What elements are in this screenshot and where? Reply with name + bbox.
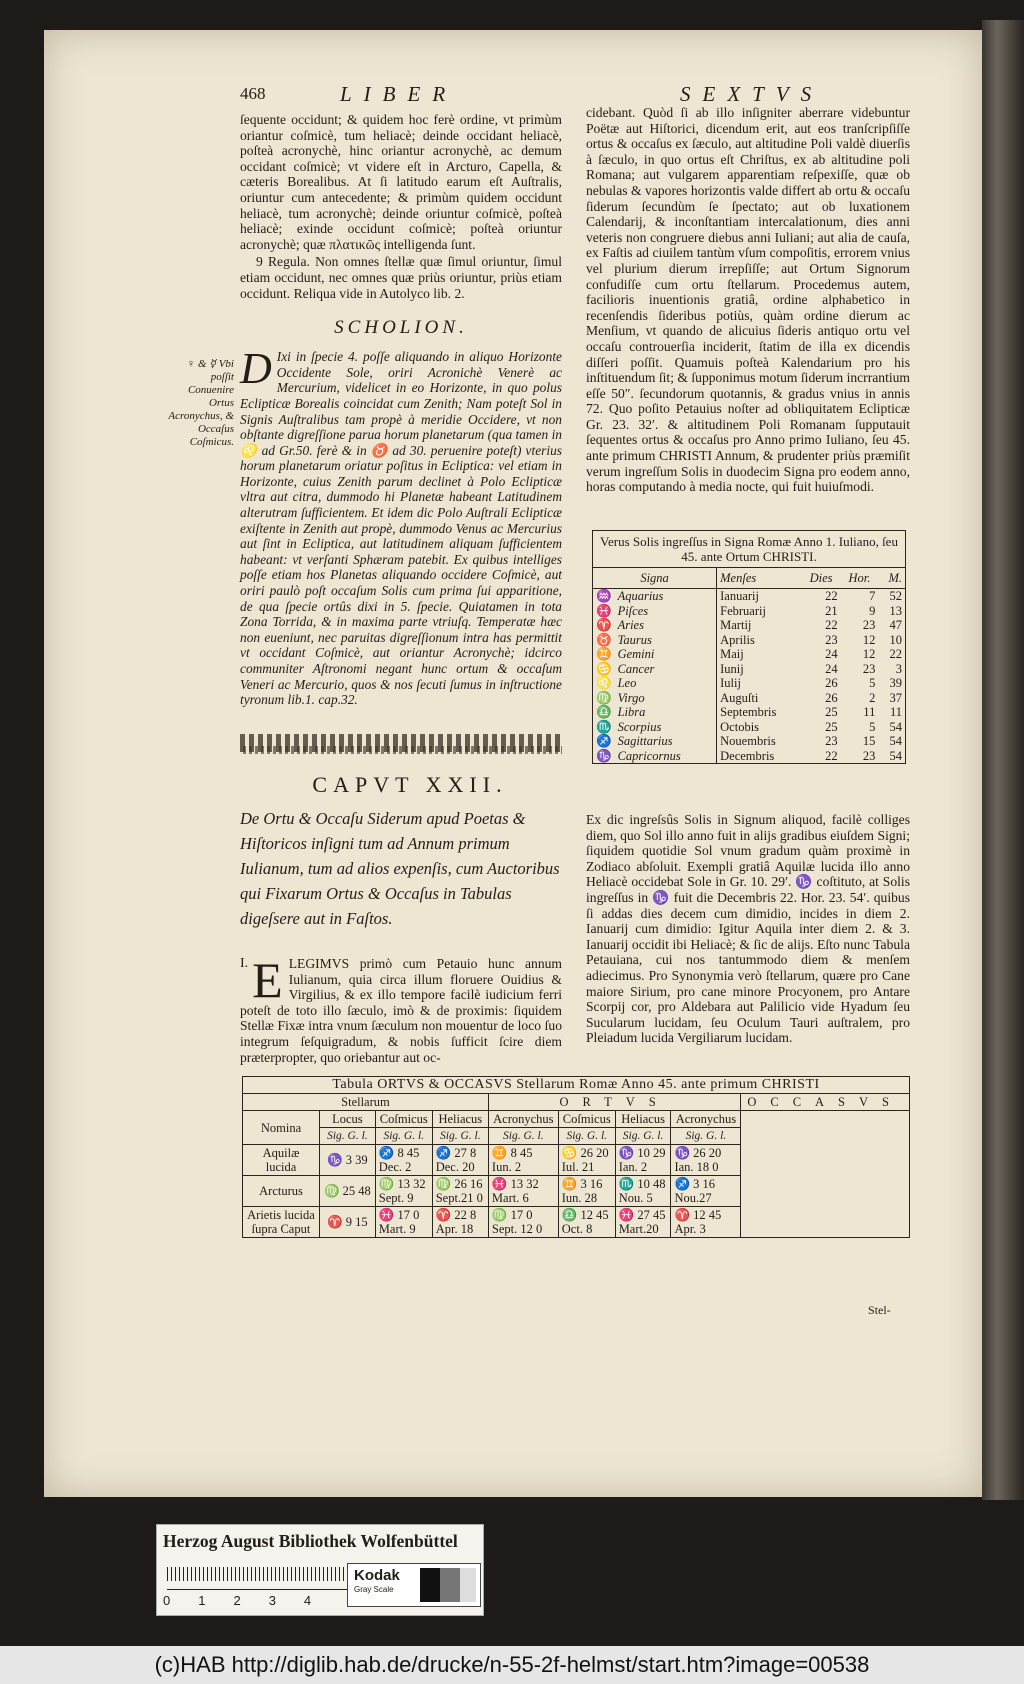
gray-patch-black [420, 1568, 440, 1602]
star-cell-or-cos [375, 1145, 432, 1176]
col-ortus-acronychus: Acronychus [488, 1111, 558, 1128]
sign-name: Scorpius [617, 719, 662, 734]
sun-cell-sign [593, 618, 717, 633]
sun-cell-day: 21 [825, 603, 838, 618]
sun-cell-hour: 23 [862, 618, 876, 632]
ornament-band-lower [240, 746, 562, 754]
star-date: Iul. 21 [561, 1160, 595, 1174]
running-head-left: LIBER [340, 82, 458, 106]
sun-table-caption: Verus Solis ingreſſus in Signa Romæ Anno 1. Iuliano, ſeu 45. ante Ortum CHRISTI. [593, 531, 906, 568]
star-position: ♋ 26 20 [561, 1146, 609, 1160]
star-cell-oc-cos [558, 1176, 615, 1207]
big-table-col-row [243, 1111, 910, 1128]
ruler-scale [167, 1567, 347, 1590]
sign-name: Aquarius [617, 589, 664, 603]
header-menses: Menſes [717, 568, 802, 589]
sun-cell-minute: 10 [889, 632, 902, 647]
sun-cell-minute: 22 [889, 647, 902, 661]
ruler-numbers: 01234 [163, 1593, 340, 1608]
star-date: Mart. 6 [491, 1191, 529, 1205]
star-cell-oc-cos [558, 1207, 615, 1238]
big-table-sgl-row [243, 1128, 910, 1145]
catchword: Stel- [868, 1303, 891, 1317]
sun-table-row [593, 589, 906, 604]
sun-cell-month: Decembris [717, 749, 802, 764]
sun-cell-hour: 2 [869, 690, 876, 705]
star-date: Mart.20 [618, 1222, 659, 1236]
sun-cell-month: Aprilis [717, 633, 802, 648]
sun-cell-minute: 3 [895, 661, 902, 676]
zodiac-sign-icon: ♋ [596, 661, 612, 676]
star-date: Iun. 28 [561, 1191, 598, 1205]
sun-cell-hour: 7 [869, 589, 876, 603]
sun-cell-minute: 54 [889, 734, 902, 748]
paragraph-rule-8: ſequente occidunt; & quidem hoc ferè ordine, vt primùm oriantur coſmicè, tum heliacè; deinde occidant heliacè, poſteà acronychè, hinc oriantur acronychè, ac demum occidant coſmicè; vt videre eſt in Arcturo, Capella, & cæteris Borealibus. At ſi latitudo earum eſt Auſtralis, oriuntur cum antecedente; & primùm quidem occidunt heliacè, tum acronychè; deinde oriuntur coſmicè, poſteà heliacè; exinde occidunt coſmicè; poſteà oriuntur acronychè; quæ πλατικῶς intelligenda ſunt. [240, 112, 562, 252]
gray-patch-mid [440, 1568, 460, 1602]
sign-name: Piſces [617, 603, 649, 618]
sun-table-row [593, 647, 906, 662]
sun-cell-hour: 23 [862, 661, 876, 676]
star-cell-or-acr [488, 1207, 558, 1238]
star-date: Iun. 2 [491, 1160, 522, 1174]
col-locus: Locus [320, 1111, 376, 1128]
sun-cell-day: 22 [825, 748, 838, 763]
sun-cell-month: Septembris [717, 705, 802, 720]
star-position: ♐ 27 8 [435, 1146, 477, 1160]
sgl-label: Sig. G. l. [488, 1128, 558, 1145]
star-position: ♍ 13 32 [378, 1177, 426, 1191]
occasus-label: OCCASVS [741, 1094, 910, 1111]
sgl-label: Sig. G. l. [615, 1128, 671, 1145]
zodiac-sign-icon: ♉ [596, 632, 612, 647]
sun-cell-month: Iunij [717, 662, 802, 677]
star-date: Oct. 8 [561, 1222, 593, 1236]
sun-cell-minute: 11 [889, 705, 902, 719]
sign-name: Libra [617, 705, 646, 719]
library-color-card [156, 1524, 484, 1616]
col-nomina: Nomina [243, 1111, 320, 1145]
sun-table-row [593, 720, 906, 735]
star-name: Arietis lucida ſupra Caput [243, 1207, 320, 1238]
drop-cap-e: E [252, 952, 283, 1008]
paragraph-right-2: Ex dic ingreſsûs Solis in Signum aliquod, facilè colliges diem, quo Sol illo anno fuit in alijs gradibus eiuſdem Signi; ſiquidem quotidie Sol vnum gradum quàm proximè in Zodiaco abſoluit. Exempli gratiâ Aquilæ lucida illo anno Heliacè occidebat Sole in Gr. 10. 29′. ♑ coſtituto, at Solis ingreſſus in ♑ fuit die Decembris 22. Hor. 23. 54′. quibus ſi addas dies decem cum dimidio, incides in diem 2. Ianuarij cum dimidio: Igitur Aquila inter diem 2. & 3. Ianuarij occidit ibi Heliacè; & ſic de alijs. Eſto nunc Tabula Petauiana, cui nos tantummodo diem & menſem adiecimus. Pro Synonymia verò ſtellarum, quære pro Cane maiore Sirium, pro cane minore Procyonem, pro Antare Scorpij cor, pro Aldebara aut Palilicio vide Hyadum ſeu Sucularum lucidam, ſeu Oculum Tauri auſtralem, pro Pleiadum lucida Vergiliarum lucidam. [586, 812, 910, 1046]
zodiac-sign-icon: ♎ [596, 705, 612, 719]
star-date: Ian. 2 [618, 1160, 648, 1174]
star-position: ♍ 17 0 [491, 1208, 533, 1222]
sun-cell-hour: 12 [862, 632, 876, 647]
sun-cell-sign [593, 734, 717, 749]
sun-cell-day: 26 [825, 676, 838, 690]
margin-note: ♀ & ☿ Vbi poſſit Conuenire Ortus Acronychus, & Occaſus Coſmicus. [168, 358, 234, 448]
star-date: Sept.21 0 [435, 1191, 483, 1205]
star-cell-oc-cos [558, 1145, 615, 1176]
col-ortus-heliacus: Heliacus [432, 1111, 488, 1128]
ortus-label: ORTVS [488, 1094, 740, 1111]
star-locus: ♍ 25 48 [320, 1176, 376, 1207]
sun-table-row [593, 633, 906, 648]
star-locus: ♈ 9 15 [320, 1207, 376, 1238]
sun-cell-day: 22 [825, 618, 838, 632]
sun-cell-sign [593, 676, 717, 691]
star-name: Aquilæ lucida [243, 1145, 320, 1176]
sign-name: Virgo [617, 690, 645, 705]
star-position: ♎ 12 45 [561, 1208, 609, 1222]
sun-cell-hour: 23 [862, 748, 876, 763]
zodiac-sign-icon: ♑ [596, 748, 612, 763]
zodiac-sign-icon: ♐ [596, 734, 612, 748]
star-position: ♓ 13 32 [491, 1177, 539, 1191]
sun-cell-hour: 11 [863, 705, 876, 719]
star-cell-or-hel [432, 1145, 488, 1176]
sun-table-header [593, 568, 906, 589]
star-date: Dec. 20 [435, 1160, 475, 1174]
sun-table-body [593, 589, 906, 764]
sign-name: Sagittarius [617, 734, 673, 748]
copyright-footer: (c)HAB http://diglib.hab.de/drucke/n-55-2f-helmst/start.htm?image=00538 [0, 1646, 1024, 1684]
star-cell-oc-hel [615, 1176, 671, 1207]
sun-cell-sign [593, 705, 717, 720]
scholion-heading: SCHOLION. [334, 317, 468, 339]
star-date: Nou. 5 [618, 1191, 653, 1205]
star-cell-or-acr [488, 1176, 558, 1207]
star-position: ♐ 8 45 [378, 1146, 420, 1160]
col-occasus-acronychus: Acronychus [671, 1111, 741, 1128]
sun-cell-day: 23 [825, 734, 838, 748]
sun-cell-month: Ianuarij [717, 589, 802, 604]
kodak-gray-scale [347, 1563, 481, 1607]
sun-cell-hour: 12 [862, 647, 876, 661]
sun-cell-hour: 15 [862, 734, 876, 748]
sign-name: Taurus [617, 632, 652, 647]
sun-cell-day: 24 [825, 647, 838, 661]
sun-table-row [593, 618, 906, 633]
sun-cell-hour: 9 [869, 603, 876, 618]
sun-ingress-table [592, 530, 906, 764]
star-row [243, 1176, 910, 1207]
big-table-group-row [243, 1094, 910, 1111]
star-row [243, 1207, 910, 1238]
col-occasus-cosmicus: Coſmicus [558, 1111, 615, 1128]
star-date: Apr. 3 [674, 1222, 706, 1236]
sun-cell-minute: 54 [889, 748, 902, 763]
sgl-label: Sig. G. l. [432, 1128, 488, 1145]
sgl-label: Sig. G. l. [320, 1128, 376, 1145]
sign-name: Gemini [617, 647, 655, 661]
sun-cell-sign [593, 647, 717, 662]
star-cell-or-hel [432, 1207, 488, 1238]
star-date: Nou.27 [674, 1191, 712, 1205]
zodiac-sign-icon: ♏ [596, 719, 612, 734]
sun-cell-sign [593, 662, 717, 677]
star-position: ♈ 22 8 [435, 1208, 477, 1222]
sun-cell-day: 25 [825, 705, 838, 719]
sign-name: Capricornus [617, 748, 681, 763]
zodiac-sign-icon: ♒ [596, 589, 612, 603]
star-position: ♍ 26 16 [435, 1177, 483, 1191]
chapter-title: De Ortu & Occaſu Siderum apud Poetas & Hiſtoricos inſigni tum ad Annum primum Iulianum, tum ad alios expenſis, cum Auctoribus qui Fixarum Ortus & Occaſus in Tabulas digeſsere aut in Faſtos. [240, 809, 560, 928]
sgl-label: Sig. G. l. [558, 1128, 615, 1145]
sun-table-row [593, 676, 906, 691]
header-dies: Dies [802, 568, 841, 589]
star-cell-oc-hel [615, 1145, 671, 1176]
left-column [240, 112, 562, 708]
gray-patch-light [460, 1568, 476, 1602]
sun-cell-minute: 54 [889, 719, 902, 734]
kodak-logo: Kodak [354, 1567, 400, 1584]
star-row [243, 1145, 910, 1176]
star-position: ♓ 27 45 [618, 1208, 666, 1222]
sun-cell-minute: 37 [889, 690, 902, 705]
sun-cell-month: Maij [717, 647, 802, 662]
star-date: Apr. 18 [435, 1222, 474, 1236]
sun-cell-sign [593, 604, 717, 619]
sun-cell-hour: 5 [869, 719, 876, 734]
sun-cell-day: 24 [825, 661, 838, 676]
star-position: ♊ 8 45 [491, 1146, 533, 1160]
sgl-label: Sig. G. l. [671, 1128, 741, 1145]
book-binding [982, 20, 1024, 1500]
star-cell-or-cos [375, 1176, 432, 1207]
star-position: ♑ 26 20 [674, 1146, 722, 1160]
star-date: Ian. 18 0 [674, 1160, 719, 1174]
right-column [586, 105, 910, 495]
big-table-body [243, 1145, 910, 1238]
star-name: Arcturus [243, 1176, 320, 1207]
star-cell-or-cos [375, 1207, 432, 1238]
sun-table-row [593, 662, 906, 677]
section-number: I. [240, 956, 249, 971]
sun-cell-day: 23 [825, 632, 838, 647]
stellarum-label: Stellarum [243, 1094, 489, 1111]
paragraph-right-1: cidebant. Quòd ſi ab illo inſigniter aberrare videbuntur Poëtæ aut Hiſtorici, dicendum erit, aut eos tranſcripſiſſe ortus & occaſus ex ſæculo, aut altitudine Poli valdè diuerſis à ſæculo, in quo ortus eſt Chriſtus, ex ab altitudine poli Romana; aut vulgarem apparentiam reſpexiſſe, quæ ob nebulas & vapores horizontis valde differt ab ortu & occaſu ſiderum ſecundùm ſe ſpectato; aut ob luxationem Calendarij, & inconſtantiam intercalationum, dies anni veteris non congruere diebus anni Iuliani; aut alia de cauſa, ex Faſtis ad ciuilem tantùm vſum compoſitis, errorem vnius vel plurium dierum irrepſiſſe; aut Ortum Signorum confudiſſe cum ortu ſtellarum. Procedemus autem, facilioris inuentionis gratiâ, ordine alphabetico in recenſendis ſideribus potiùs, quàm ordine dierum ac Menſium, vt quando de alicuius ſideris antiquo ortu vel occaſu controuerſia inciderit, ſtatim de illa ex dicendis diſſeri poſſit. Quamuis poſteà Kalendarium pro his inſtituendum ſit; & ſupponimus motum ſiderum incrrantium eſſe 50″. ſecundorum quotannis, & gradus vnius in annis 72. Quo poſito Petauius noſter ad obliquitatem Eclipticæ Gr. 23. 32′. & altitudinem Poli Romanam ſupputauit ſequentes ortus & occaſus pro Anno primo Iuliano, ſeu 45. ante primum CHRISTI Annum, & prudenter priùs præmiſit verum ingreſſum Solis in duodecim Signa pro eodem anno, horas computando à media nocte, qui fuit huiuſmodi. [586, 105, 910, 495]
sun-cell-month: Auguſti [717, 691, 802, 706]
scholion-body [240, 344, 562, 708]
sun-cell-minute: 13 [889, 603, 902, 618]
sun-cell-minute: 52 [889, 589, 902, 603]
sun-cell-sign [593, 633, 717, 648]
sun-cell-month: Iulij [717, 676, 802, 691]
scholion-text: Ixi in ſpecie 4. poſſe aliquando in aliquo Horizonte Occidente Sole, oriri Acronichè Venerè ac Mercurium, videlicet in eo Horizonte, in quo polus Eclipticæ Borealis coincidat cum Zenith; Nam poteſt Sol in Signis Auſtralibus tam propè à meridie Occidere, vt non obſtante digreſſione parua horum planetarum (qua tamen in ♌ ad Gr.50. ferè & in ♉ ad 30. peruenire poteſt) vterius horum planetarum oriatur poſitus in Ecliptica: vel etiam in Horizonte, cuius Zenith parum declinet à Polo Eclipticæ vltra aut citra, dummodo hi Planetæ habeant Latitudinem alterutram ſufficientem. Et idem dic Polo Auſtrali Eclipticæ exiſtente in Zenith aut propè, dummodo Venus ac Mercurius aut ſint in Ecliptica, aut latitudinem aliquam ſufficientem habeant: vt verſanti Sphæram patebit. Ex quibus intelliges poſſe etiam hos Planetas aliquando occidere Coſmicè, aut oriri paulò poſt occaſum Solis cum prima ſui apparitione, de qua ſpecie ortûs dixi in 5. ſpecie. Quiatamen in tota Zona Torrida, & in maxima parte vtriuſq. Temperatæ hæc non eueniunt, nec paruitas digreſſionum intra has permittit vt occidant Coſmicè, aut oriantur Acronychè; idcirco communiter Aſtronomi negant hunc ortum & occaſum Veneri ac Mercurio, quos & nos ſecuti ſumus in inſtructione tyronum lib.1. cap.32. [240, 349, 562, 708]
sun-cell-sign [593, 691, 717, 706]
sun-cell-month: Nouembris [717, 734, 802, 749]
star-position: ♊ 3 16 [561, 1177, 603, 1191]
sun-cell-hour: 5 [869, 676, 876, 690]
zodiac-sign-icon: ♍ [596, 690, 612, 705]
star-cell-oc-acr [671, 1145, 741, 1176]
right-column-lower [586, 812, 910, 1046]
zodiac-sign-icon: ♓ [596, 603, 612, 618]
sun-table-row [593, 734, 906, 749]
sun-cell-sign [593, 720, 717, 735]
sign-name: Aries [617, 618, 644, 632]
sun-cell-minute: 47 [889, 618, 902, 632]
star-date: Mart. 9 [378, 1222, 416, 1236]
header-hor: Hor. [841, 568, 879, 589]
sun-cell-sign [593, 589, 717, 604]
sun-cell-day: 26 [825, 690, 838, 705]
star-position: ♐ 3 16 [674, 1177, 716, 1191]
sun-cell-month: Februarij [717, 604, 802, 619]
star-cell-oc-acr [671, 1176, 741, 1207]
sun-cell-month: Octobis [717, 720, 802, 735]
sgl-label: Sig. G. l. [375, 1128, 432, 1145]
sun-table-row [593, 705, 906, 720]
sun-table-row [593, 691, 906, 706]
col-occasus-heliacus: Heliacus [615, 1111, 671, 1128]
gray-scale-label: Gray Scale [354, 1585, 394, 1594]
sun-table-row [593, 749, 906, 764]
chapter-heading: CAPVT XXII. [312, 772, 508, 797]
library-name: Herzog August Bibliothek Wolfenbüttel [163, 1531, 458, 1551]
zodiac-sign-icon: ♈ [596, 618, 612, 632]
sign-name: Cancer [617, 661, 655, 676]
star-locus: ♑ 3 39 [320, 1145, 376, 1176]
paragraph-rule-9: 9 Regula. Non omnes ſtellæ quæ ſimul oriuntur, ſimul etiam occidunt, nec omnes quæ priùs oriuntur, priùs etiam occidunt. Reliqua vide in Autolyco lib. 2. [240, 254, 562, 301]
star-cell-or-hel [432, 1176, 488, 1207]
zodiac-sign-icon: ♊ [596, 647, 612, 661]
header-m: M. [878, 568, 905, 589]
sign-name: Leo [617, 676, 637, 690]
star-date: Dec. 2 [378, 1160, 412, 1174]
star-date: Sept. 12 0 [491, 1222, 543, 1236]
star-position: ♏ 10 48 [618, 1177, 666, 1191]
star-date: Sept. 9 [378, 1191, 414, 1205]
col-ortus-cosmicus: Coſmicus [375, 1111, 432, 1128]
star-cell-or-acr [488, 1145, 558, 1176]
ortus-occasus-table [242, 1076, 910, 1238]
star-position: ♓ 17 0 [378, 1208, 420, 1222]
drop-cap-d: D [240, 344, 272, 394]
chapter-paragraph-1 [240, 952, 562, 1065]
sun-cell-minute: 39 [889, 676, 902, 690]
sun-cell-month: Martij [717, 618, 802, 633]
star-position: ♈ 12 45 [674, 1208, 722, 1222]
big-table-title: Tabula ORTVS & OCCASVS Stellarum Romæ Anno 45. ante primum CHRISTI [243, 1077, 910, 1094]
sun-cell-day: 22 [825, 589, 838, 603]
running-head-right: SEXTVS [680, 82, 824, 106]
sun-table-row [593, 604, 906, 619]
sun-cell-day: 25 [825, 719, 838, 734]
star-cell-oc-acr [671, 1207, 741, 1238]
zodiac-sign-icon: ♌ [596, 676, 612, 690]
chapter-text: LEGIMVS primò cum Petauio hunc annum Iulianum, quia circa illum floruere Ouidius & Virgilius, & ex illo tempore facilè iudicium ferri poteſt de toto illo ſæculo, imò & de proximis: ſiquidem Stellæ Fixæ intra vnum ſæculum non mouentur de loco ſuo integrum ſeſquigradum, & nobis ſufficit ſcire diem præterpropter, quo oriebantur aut oc- [240, 956, 562, 1065]
sun-cell-sign [593, 749, 717, 764]
page-number: 468 [240, 84, 266, 103]
star-cell-oc-hel [615, 1207, 671, 1238]
header-signa: Signa [593, 568, 717, 589]
star-position: ♑ 10 29 [618, 1146, 666, 1160]
